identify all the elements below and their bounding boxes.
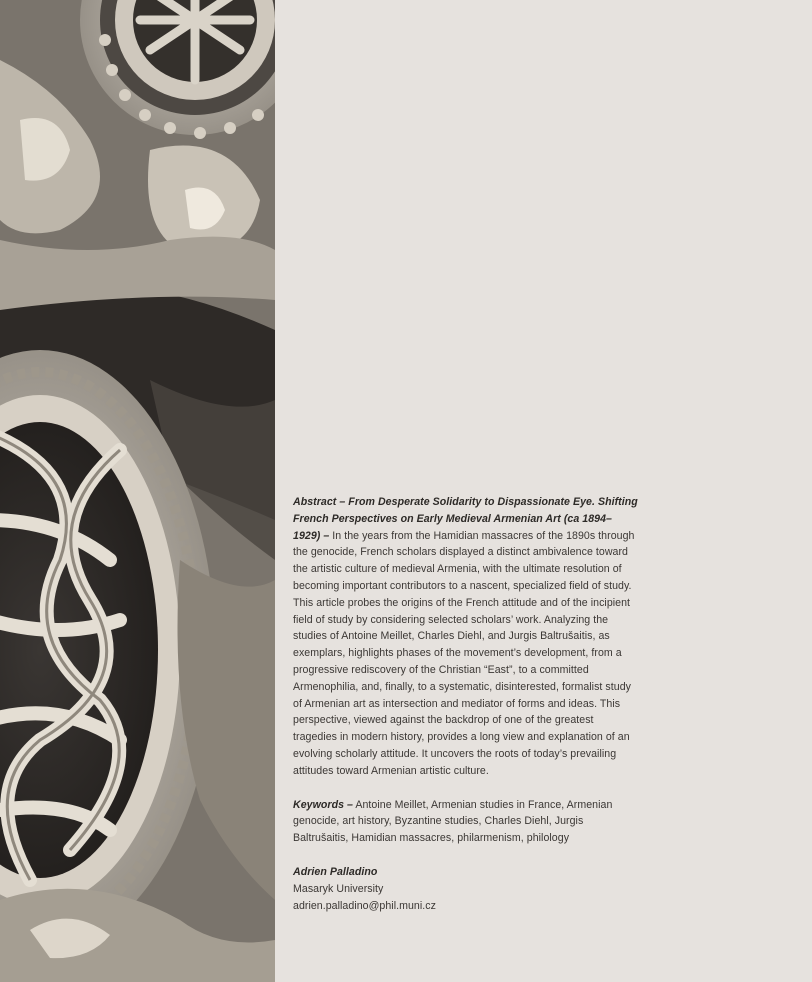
carved-stone-relief-image [0, 0, 275, 982]
author-affiliation: Masaryk University [293, 882, 384, 895]
abstract-label: Abstract – From Desperate Solidarity to Dispassionate Eye. Shifting French Perspectives on Early Medieval Armenian Art (ca 1894–1929) – [293, 496, 638, 542]
abstract-text: In the years from the Hamidian massacres of the 1890s through the genocide, French scholars displayed a distinct ambivalence toward the artistic culture of medieval Armenia, with the ultimate resolution of becoming important contributors to a nascent, specialized field of study. This article probes the origins of the French attitude and of the incipient field of study by considering selected scholars’ work. Analyzing the studies of Antoine Meillet, Charles Diehl, and Jurgis Baltrušaitis, as exemplars, highlights phases of the movement’s development, from a progressive rediscovery of the Christian “East”, to a committed Armenophilia, and, finally, to a systematic, disinterested, formalist study of Armenian art as intersection and mediator of forms and ideas. This perspective, viewed against the backdrop of one of the greatest tragedies in modern history, provides a long view and explanation of an evolving scholarly attitude. It uncovers the roots of today’s prevailing attitudes toward Armenian artistic culture. [293, 529, 635, 777]
author-email[interactable]: adrien.palladino@phil.muni.cz [293, 899, 436, 912]
stone-carving-illustration [0, 0, 275, 982]
keywords-label: Keywords – [293, 798, 353, 811]
abstract-paragraph [293, 494, 638, 780]
keywords-text: Antoine Meillet, Armenian studies in France, Armenian genocide, art history, Byzantine studies, Charles Diehl, Jurgis Baltrušaitis, Hamidian massacres, philarmenism, philology [293, 798, 613, 845]
keywords-paragraph [293, 797, 638, 847]
article-summary [293, 494, 638, 914]
author-name: Adrien Palladino [293, 865, 378, 878]
author-block [293, 864, 638, 914]
